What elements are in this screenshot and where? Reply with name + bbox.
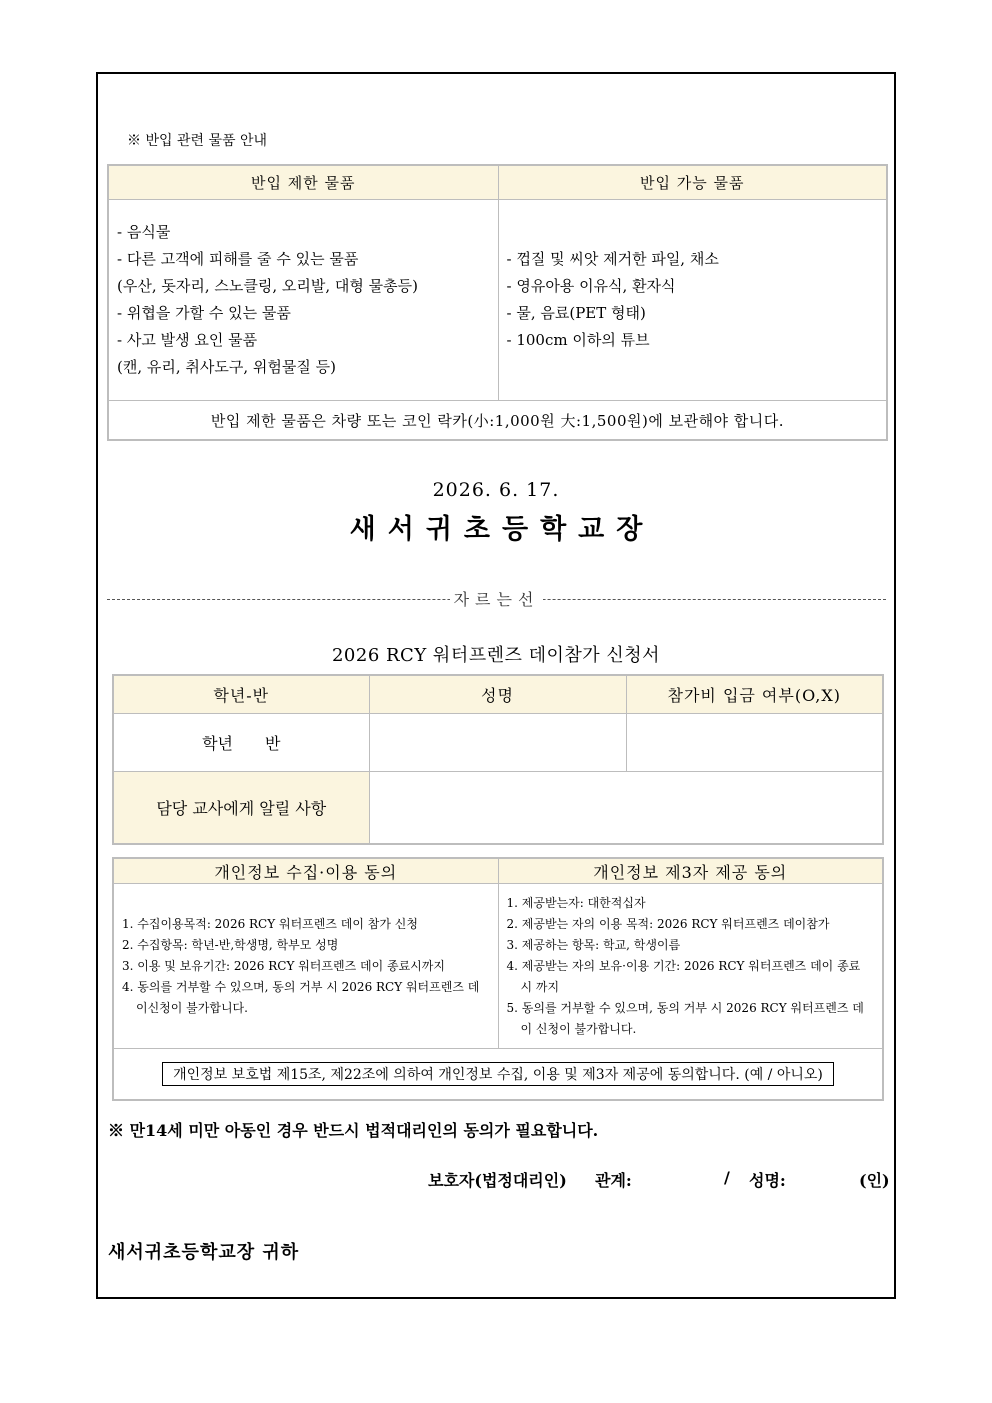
agreement-row	[113, 1049, 883, 1101]
allowed-list	[498, 200, 887, 401]
list-item: 3. 제공하는 항목: 학교, 학생이름	[506, 937, 681, 952]
third-party-consent-header: 개인정보 제3자 제공 동의	[498, 858, 883, 884]
list-item: 2. 제공받는 자의 이용 목적: 2026 RCY 워터프렌즈 데이참가	[506, 916, 830, 931]
cut-line-label: 자르는선	[450, 590, 544, 609]
slash-separator: /	[724, 1168, 730, 1187]
allowed-header: 반입 가능 물품	[498, 165, 887, 200]
list-item: 2. 수집항목: 학년-반,학생명, 학부모 성명	[122, 937, 339, 952]
items-footer: 반입 제한 물품은 차량 또는 코인 락카(小:1,000원 大:1,500원)에 보관해야 합니다.	[108, 401, 887, 441]
list-item: 1. 수집이용목적: 2026 RCY 워터프렌즈 데이 참가 신청	[122, 916, 418, 931]
list-item: - 영유아용 이유식, 환자식	[506, 277, 676, 295]
list-item: (우산, 돗자리, 스노클링, 오리발, 대형 물총등)	[117, 277, 418, 295]
teacher-note-label: 담당 교사에게 알릴 사항	[113, 772, 369, 845]
consent-table	[112, 857, 884, 1101]
agreement-statement[interactable]: 개인정보 보호법 제15조, 제22조에 의하여 개인정보 수집, 이용 및 제3자 제공에 동의합니다. (예 / 아니오)	[162, 1062, 834, 1086]
guardian-warning: ※ 만14세 미만 아동인 경우 반드시 법적대리인의 동의가 필요합니다.	[108, 1121, 599, 1140]
guardian-label: 보호자(법정대리인)	[428, 1171, 567, 1190]
list-item: - 물, 음료(PET 형태)	[506, 304, 646, 322]
list-item: - 다른 고객에 피해를 줄 수 있는 물품	[117, 250, 359, 268]
cut-line	[107, 587, 886, 611]
name-header: 성명	[369, 675, 626, 714]
application-table	[112, 674, 884, 845]
list-item: - 껍질 및 씨앗 제거한 파일, 채소	[506, 250, 719, 268]
list-item: 3. 이용 및 보유기간: 2026 RCY 워터프렌즈 데이 종료시까지	[122, 958, 445, 973]
list-item: 4. 동의를 거부할 수 있으며, 동의 거부 시 2026 RCY 워터프렌즈 데이신청이 불가합니다.	[122, 979, 480, 1015]
seal-mark: (인)	[859, 1171, 890, 1190]
addressee: 새서귀초등학교장 귀하	[108, 1242, 300, 1263]
collect-consent-body	[113, 884, 498, 1049]
restricted-list	[108, 200, 498, 401]
list-item: 4. 제공받는 자의 보유·이용 기간: 2026 RCY 워터프렌즈 데이 종료 시 까지	[506, 958, 861, 994]
form-title: 2026 RCY 워터프렌즈 데이참가 신청서	[331, 645, 661, 666]
name-label: 성명:	[749, 1171, 786, 1190]
list-item: - 음식물	[117, 223, 171, 241]
relation-label: 관계:	[595, 1171, 632, 1190]
third-party-consent-body	[498, 884, 883, 1049]
grade-header: 학년-반	[113, 675, 369, 714]
collect-consent-header: 개인정보 수집·이용 동의	[113, 858, 498, 884]
grade-field[interactable]: 학년 반	[113, 714, 369, 772]
fee-field[interactable]	[626, 714, 883, 772]
fee-header: 참가비 입금 여부(O,X)	[626, 675, 883, 714]
list-item: - 위협을 가할 수 있는 물품	[117, 304, 291, 322]
list-item: 1. 제공받는자: 대한적십자	[506, 895, 646, 910]
teacher-note-field[interactable]	[369, 772, 883, 845]
list-item: - 사고 발생 요인 물품	[117, 331, 258, 349]
list-item: 5. 동의를 거부할 수 있으며, 동의 거부 시 2026 RCY 워터프렌즈 데이 신청이 불가합니다.	[506, 1000, 864, 1036]
items-table	[107, 164, 888, 441]
list-item: - 100cm 이하의 튜브	[506, 331, 650, 349]
school-principal: 새서귀초등학교장	[349, 514, 655, 545]
notice-heading: ※ 반입 관련 물품 안내	[127, 133, 267, 149]
name-field[interactable]	[369, 714, 626, 772]
restricted-header: 반입 제한 물품	[108, 165, 498, 200]
list-item: (캔, 유리, 취사도구, 위험물질 등)	[117, 358, 336, 376]
document-date: 2026. 6. 17.	[432, 479, 560, 501]
